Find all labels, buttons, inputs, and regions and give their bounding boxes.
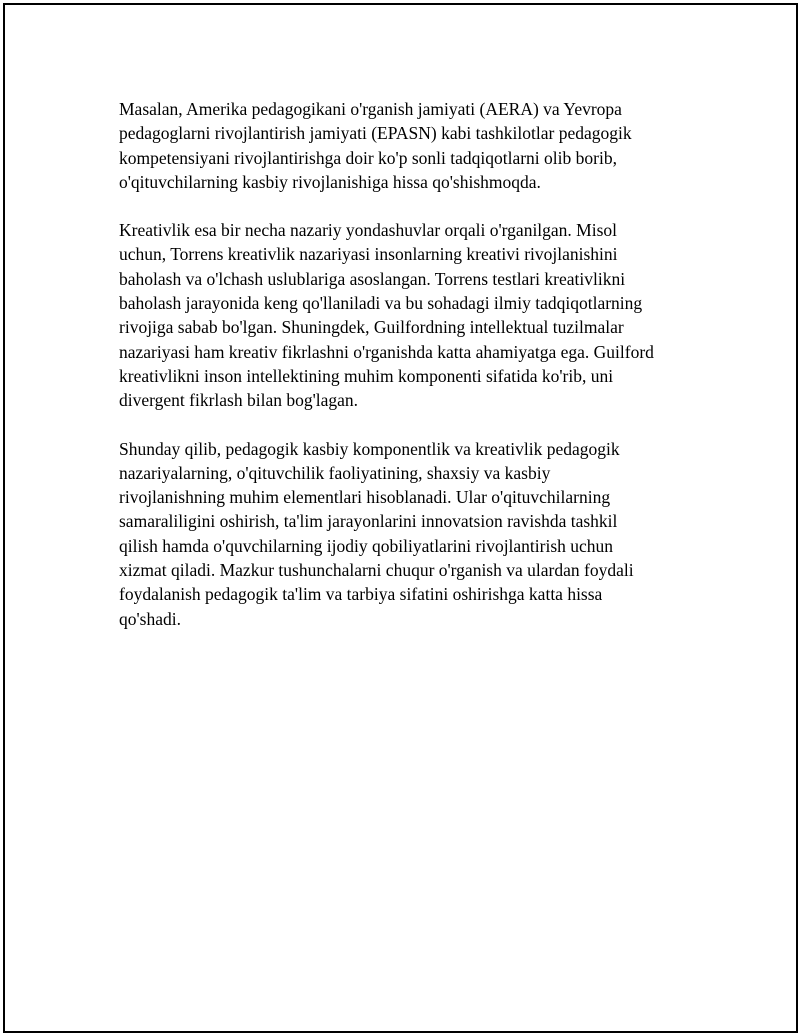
paragraph-1: Masalan, Amerika pedagogikani o'rganish jamiyati (AERA) va Yevropa pedagoglarni rivojlantirish jamiyati (EPASN) kabi tashkilotlar pedagogik kompetensiyani rivojlantirishga doir ko'p sonli tadqiqotlarni olib borib, o'qituvchilarning kasbiy rivojlanishiga hissa qo'shishmoqda. xyxy=(119,99,632,192)
document-body xyxy=(119,97,699,655)
paragraph-3: Shunday qilib, pedagogik kasbiy komponentlik va kreativlik pedagogik nazariyalarning, o'qituvchilik faoliyatining, shaxsiy va kasbiy rivojlanishning muhim elementlari hisoblanadi. Ular o'qituvchilarning samaraliligini oshirish, ta'lim jarayonlarini innovatsion ravishda tashkil qilish hamda o'quvchilarning ijodiy qobiliyatlarini rivojlantirish uchun xizmat qiladi. Mazkur tushunchalarni chuqur o'rganish va ulardan foydali foydalanish pedagogik ta'lim va tarbiya sifatini oshirishga katta hissa qo'shadi. xyxy=(119,438,634,629)
document-page xyxy=(3,3,798,1033)
paragraph-2: Kreativlik esa bir necha nazariy yondashuvlar orqali o'rganilgan. Misol uchun, Torrens kreativlik nazariyasi insonlarning kreativi rivojlanishini baholash va o'lchash uslublariga asoslangan. Torrens testlari kreativlikni baholash jarayonida keng qo'llaniladi va bu sohadagi ilmiy tadqiqotlarning rivojiga sabab bo'lgan. Shuningdek, Guilfordning intellektual tuzilmalar nazariyasi ham kreativ fikrlashni o'rganishda katta ahamiyatga ega. Guilford kreativlikni inson intellektining muhim komponenti sifatida ko'rib, uni divergent fikrlash bilan bog'lagan. xyxy=(119,220,654,411)
